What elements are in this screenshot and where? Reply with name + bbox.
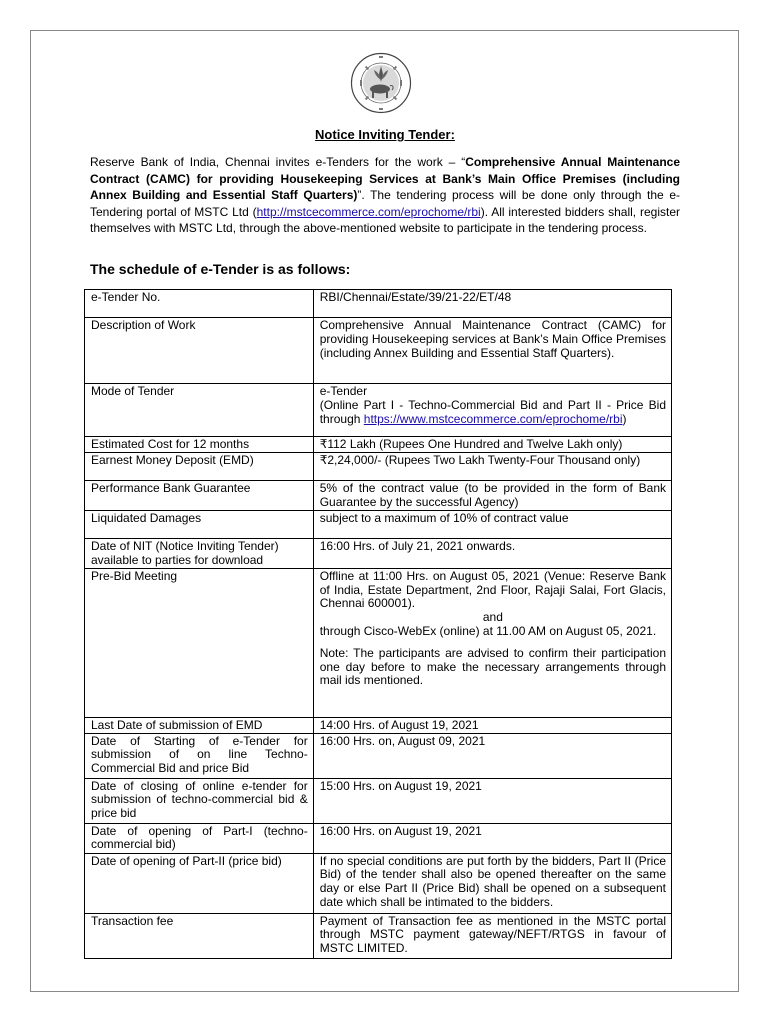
table-row <box>85 717 672 733</box>
table-row <box>85 823 672 853</box>
row-label: Date of closing of online e-tender for submission of techno-commercial bid & price bid <box>85 778 314 823</box>
row-value: 16:00 Hrs. on August 19, 2021 <box>313 823 671 853</box>
table-row <box>85 853 672 913</box>
row-value: Comprehensive Annual Maintenance Contract (CAMC) for providing Housekeeping services at Bank’s Main Office Premises (including Annex Building and Essential Staff Quarters). <box>313 318 671 384</box>
intro-paragraph <box>90 154 680 237</box>
row-label: Pre-Bid Meeting <box>85 568 314 717</box>
row-value: If no special conditions are put forth by the bidders, Part II (Price Bid) of the tender shall also be opened thereafter on the same day or else Part II (Price Bid) shall be opened on a subsequent date which shall be intimated to the bidders. <box>313 853 671 913</box>
intro-text-1: Reserve Bank of India, Chennai invites e-Tenders for the work – “ <box>90 155 466 169</box>
page-title: Notice Inviting Tender: <box>315 127 455 142</box>
mode-line-3: ) <box>622 411 627 426</box>
row-value: Payment of Transaction fee as mentioned in the MSTC portal through MSTC payment gateway/NEFT/RTGS in favour of MSTC LIMITED. <box>313 913 671 958</box>
row-value: 5% of the contract value (to be provided in the form of Bank Guarantee by the successful Agency) <box>313 480 671 510</box>
prebid-note: Note: The participants are advised to confirm their participation one day before to make the necessary arrangements through mail ids mentioned. <box>319 645 666 688</box>
mstc-rbi-link[interactable]: https://www.mstcecommerce.com/eprochome/rbi <box>363 411 623 426</box>
table-row <box>85 318 672 384</box>
row-value: 16:00 Hrs. of July 21, 2021 onwards. <box>313 538 671 568</box>
mstc-portal-link[interactable]: http://mstcecommerce.com/eprochome/rbi <box>256 204 481 219</box>
schedule-heading: The schedule of e-Tender is as follows: <box>90 261 351 277</box>
row-value: ₹112 Lakh (Rupees One Hundred and Twelve Lakh only) <box>313 437 671 453</box>
row-label: Date of opening of Part-II (price bid) <box>85 853 314 913</box>
row-value: RBI/Chennai/Estate/39/21-22/ET/48 <box>313 290 671 318</box>
prebid-online: through Cisco-WebEx (online) at 11.00 AM on August 05, 2021. <box>319 623 657 638</box>
table-row <box>85 290 672 318</box>
row-value <box>313 568 671 717</box>
row-label: Transaction fee <box>85 913 314 958</box>
row-label: Date of Starting of e-Tender for submission of on line Techno-Commercial Bid and price Bid <box>85 733 314 778</box>
intro-text-2: ”. The tendering process will be done only through the e-Tendering portal of MSTC Ltd ( <box>90 188 680 219</box>
prebid-and: and <box>482 610 503 625</box>
row-value: 14:00 Hrs. of August 19, 2021 <box>313 717 671 733</box>
table-row <box>85 778 672 823</box>
rbi-seal-logo <box>350 52 412 114</box>
mode-line-2: (Online Part I - Techno-Commercial Bid and Part II - Price Bid through <box>319 397 666 426</box>
table-row <box>85 452 672 480</box>
row-label: Last Date of submission of EMD <box>85 717 314 733</box>
table-row <box>85 437 672 453</box>
table-row <box>85 510 672 538</box>
row-value <box>313 384 671 437</box>
intro-text-3: ). All interested bidders shall, register themselves with MSTC Ltd, through the above-mentioned website to participate in the tendering process. <box>90 204 680 235</box>
intro-work-title: Comprehensive Annual Maintenance Contract (CAMC) for providing Housekeeping Services at Bank’s Main Office Premises (including Annex Building and Essential Staff Quarters) <box>90 155 680 202</box>
row-value: subject to a maximum of 10% of contract value <box>313 510 671 538</box>
table-row <box>85 480 672 510</box>
table-row <box>85 384 672 437</box>
row-label: Earnest Money Deposit (EMD) <box>85 452 314 480</box>
row-label: Estimated Cost for 12 months <box>85 437 314 453</box>
row-label: Mode of Tender <box>85 384 314 437</box>
tender-schedule-table <box>84 289 672 959</box>
row-value: 16:00 Hrs. on, August 09, 2021 <box>313 733 671 778</box>
table-row <box>85 568 672 717</box>
mode-line-1: e-Tender <box>319 384 368 398</box>
row-label: Description of Work <box>85 318 314 384</box>
table-row <box>85 538 672 568</box>
row-label: Liquidated Damages <box>85 510 314 538</box>
prebid-offline: Offline at 11:00 Hrs. on August 05, 2021 (Venue: Reserve Bank of India, Estate Department, 2nd Floor, Rajaji Salai, Fort Glacis, Chennai 600001). <box>319 568 666 611</box>
table-row <box>85 733 672 778</box>
row-value: 15:00 Hrs. on August 19, 2021 <box>313 778 671 823</box>
row-label: e-Tender No. <box>85 290 314 318</box>
row-label: Performance Bank Guarantee <box>85 480 314 510</box>
row-value: ₹2,24,000/- (Rupees Two Lakh Twenty-Four Thousand only) <box>313 452 671 480</box>
row-label: Date of opening of Part-I (techno-commercial bid) <box>85 823 314 853</box>
table-row <box>85 913 672 958</box>
row-label: Date of NIT (Notice Inviting Tender) available to parties for download <box>85 538 314 568</box>
